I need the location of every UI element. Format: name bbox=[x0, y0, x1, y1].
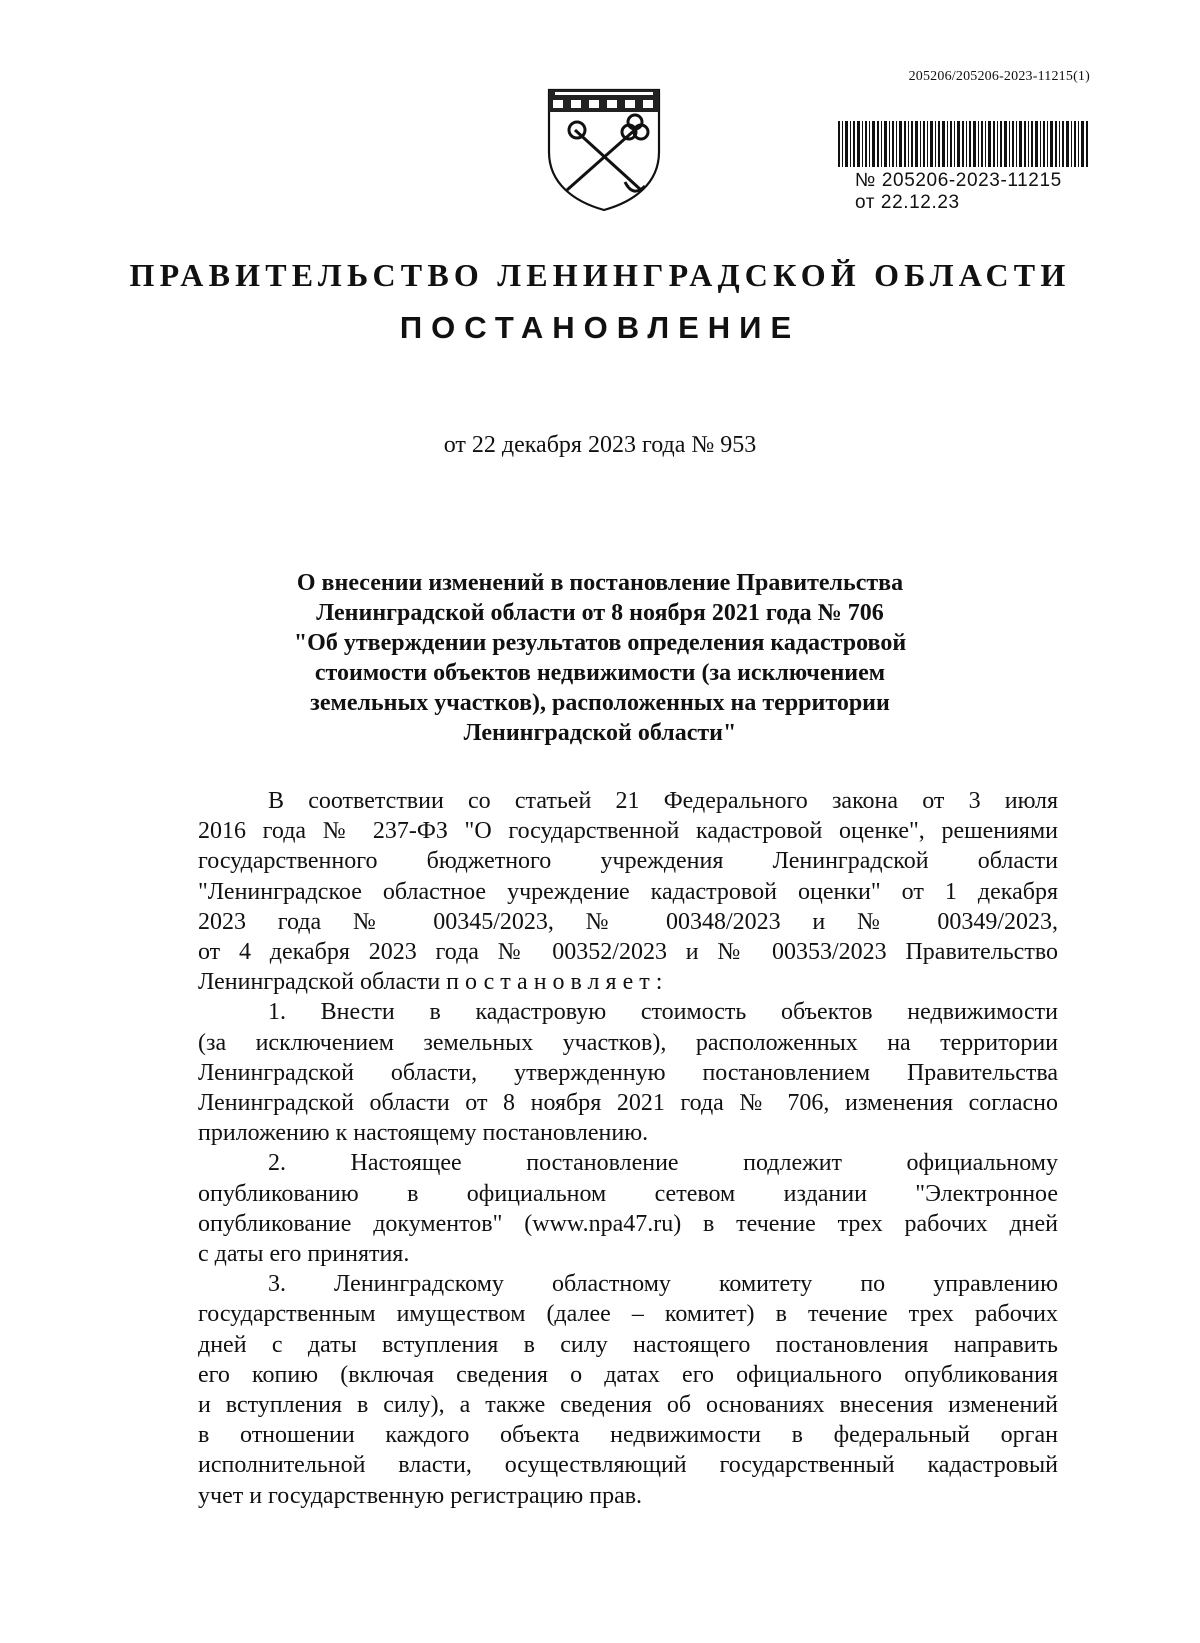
item-1-paragraph bbox=[198, 997, 1058, 1148]
title-line: Ленинградской области от 8 ноября 2021 года № 706 bbox=[316, 600, 884, 626]
preamble-paragraph bbox=[198, 786, 1058, 997]
body-line: 2023 года № 00345/2023, № 00348/2023 и № 00349/2023, bbox=[198, 908, 1058, 935]
body-line: исполнительной власти, осуществляющий государственный кадастровый bbox=[198, 1452, 1058, 1479]
body-line-last: с даты его принятия. bbox=[198, 1241, 410, 1268]
registration-date: от 22.12.23 bbox=[855, 192, 960, 213]
body-line: 3. Ленинградскому областному комитету по управлению bbox=[268, 1271, 1058, 1298]
body-line: опубликованию в официальном сетевом издании "Электронное bbox=[198, 1180, 1058, 1207]
body-line: Ленинградской области, утвержденную постановлением Правительства bbox=[198, 1059, 1058, 1086]
body-line: государственного бюджетного учреждения Ленинградской области bbox=[198, 848, 1058, 875]
body-line-last bbox=[198, 967, 1058, 997]
registration-block bbox=[855, 170, 1095, 214]
registration-number: № 205206-2023-11215 bbox=[855, 170, 1062, 191]
body-line: от 4 декабря 2023 года № 00352/2023 и № 00353/2023 Правительство bbox=[198, 939, 1058, 966]
body-line: 2016 года № 237-ФЗ "О государственной кадастровой оценке", решениями bbox=[198, 818, 1058, 845]
title-line: стоимости объектов недвижимости (за исключением bbox=[314, 660, 886, 686]
document-body bbox=[198, 786, 1058, 1511]
body-line: его копию (включая сведения о датах его официального опубликования bbox=[198, 1361, 1058, 1388]
title-line: земельных участков), расположенных на территории bbox=[310, 690, 890, 716]
coat-of-arms-icon bbox=[545, 86, 663, 214]
body-line: государственным имуществом (далее – комитет) в течение трех рабочих bbox=[198, 1301, 1058, 1328]
barcode-icon bbox=[838, 121, 1088, 167]
body-line: (за исключением земельных участков), расположенных на территории bbox=[198, 1029, 1058, 1056]
document-date-number: от 22 декабря 2023 года № 953 bbox=[443, 432, 757, 458]
body-line-last: приложению к настоящему постановлению. bbox=[198, 1120, 649, 1147]
resolves-word: постановляет: bbox=[446, 969, 669, 996]
item-3-paragraph bbox=[198, 1269, 1058, 1511]
document-type: ПОСТАНОВЛЕНИЕ bbox=[399, 310, 801, 345]
body-line: и вступления в силу), а также сведения об основаниях внесения изменений bbox=[198, 1392, 1058, 1419]
body-line: Ленинградской области от 8 ноября 2021 года № 706, изменения согласно bbox=[198, 1090, 1058, 1117]
body-line: "Ленинградское областное учреждение кадастровой оценки" от 1 декабря bbox=[198, 878, 1058, 905]
item-2-paragraph bbox=[198, 1148, 1058, 1269]
organization-title: ПРАВИТЕЛЬСТВО ЛЕНИНГРАДСКОЙ ОБЛАСТИ bbox=[129, 257, 1071, 293]
body-line: В соответствии со статьей 21 Федерального закона от 3 июля bbox=[268, 788, 1058, 814]
body-line: 2. Настоящее постановление подлежит официальному bbox=[268, 1150, 1058, 1177]
body-line-last: учет и государственную регистрацию прав. bbox=[198, 1482, 643, 1509]
body-line: в отношении каждого объекта недвижимости в федеральный орган bbox=[198, 1422, 1058, 1449]
body-line: опубликование документов" (www.npa47.ru) в течение трех рабочих дней bbox=[198, 1210, 1058, 1237]
title-line: "Об утверждении результатов определения кадастровой bbox=[293, 630, 907, 656]
document-title bbox=[230, 568, 970, 748]
body-line: дней с даты вступления в силу настоящего постановления направить bbox=[198, 1331, 1058, 1358]
body-line: 1. Внести в кадастровую стоимость объектов недвижимости bbox=[268, 999, 1058, 1026]
registration-id: 205206/205206-2023-11215(1) bbox=[908, 69, 1090, 84]
preamble-last-text: Ленинградской области bbox=[198, 969, 441, 996]
title-line: Ленинградской области" bbox=[463, 720, 737, 746]
title-line: О внесении изменений в постановление Правительства bbox=[296, 570, 904, 596]
